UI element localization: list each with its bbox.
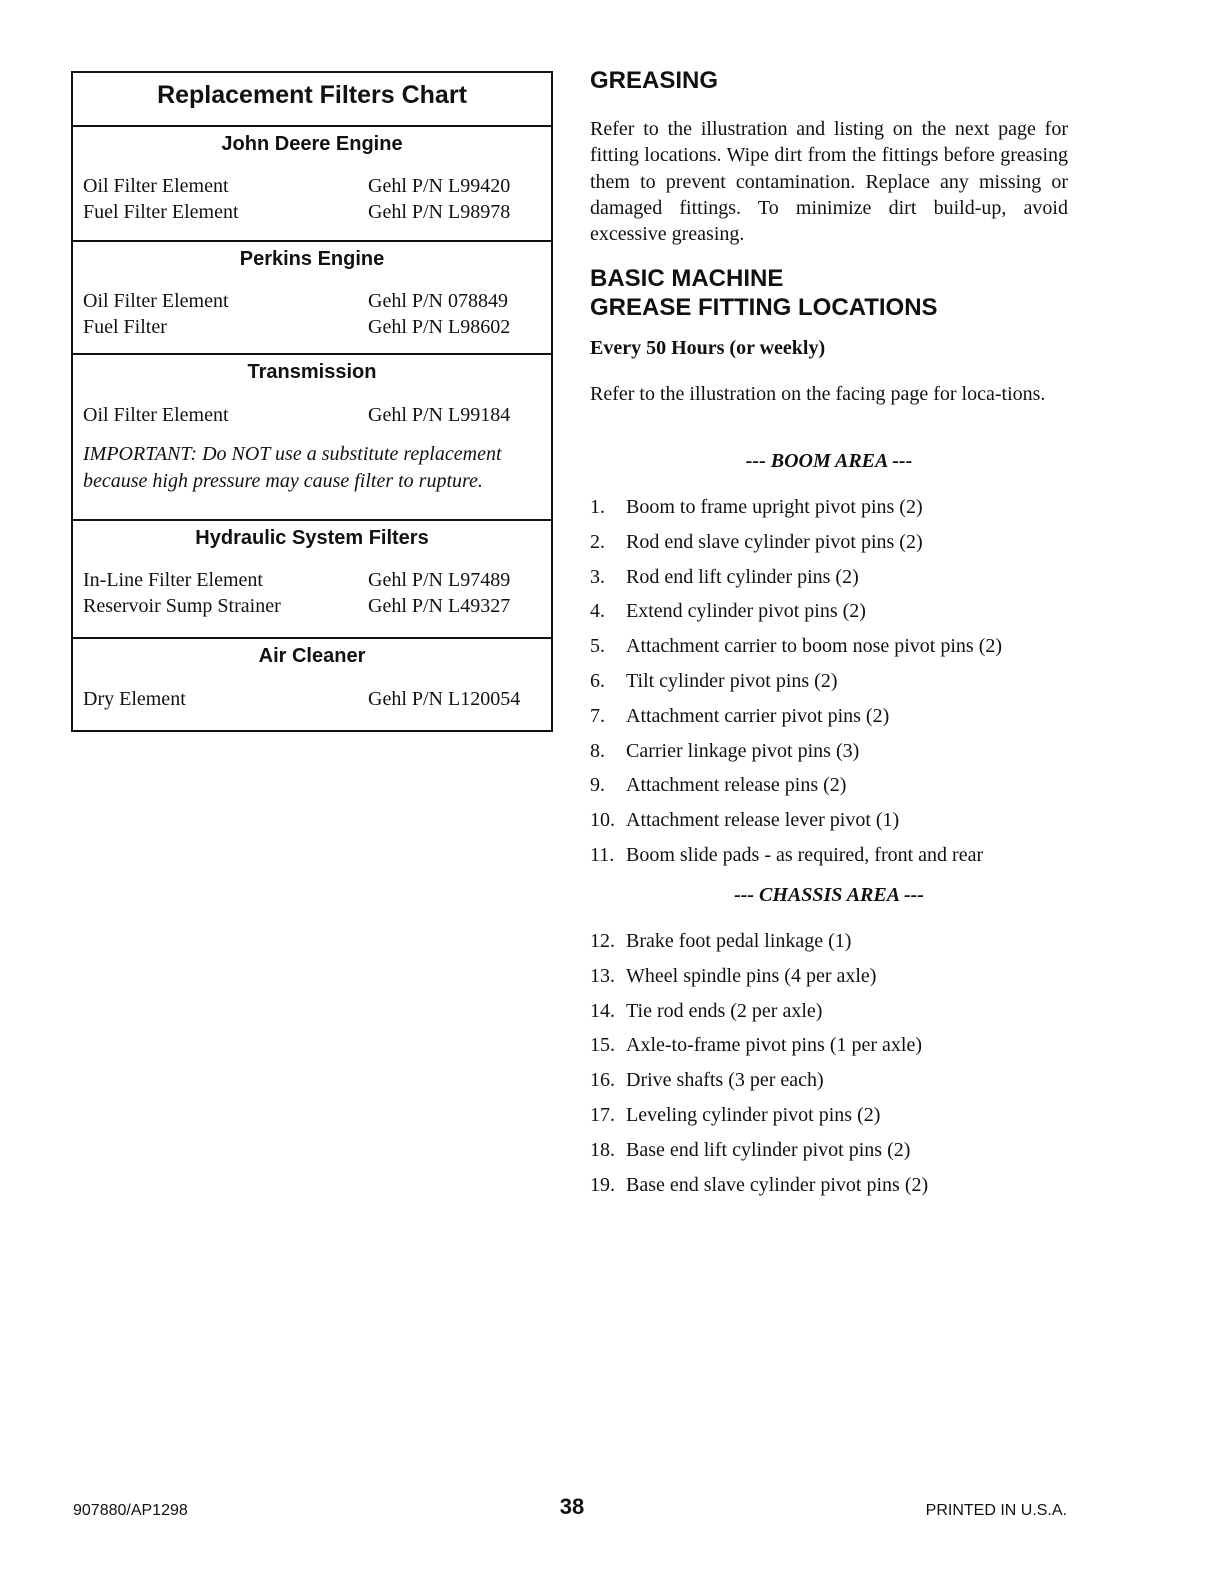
item-text: Axle-to-frame pivot pins (1 per axle) — [626, 1034, 923, 1057]
list-item — [590, 738, 1002, 773]
chassis-area-heading: --- CHASSIS AREA --- — [734, 884, 924, 906]
page-number: 38 — [559, 1494, 585, 1519]
part-number: Gehl P/N L49327 — [368, 595, 511, 617]
item-text: Carrier linkage pivot pins (3) — [626, 739, 860, 762]
section-heading: Transmission — [247, 361, 377, 383]
hydraulic-section — [73, 521, 551, 639]
filter-item: Fuel Filter Element — [83, 201, 239, 223]
item-number: 10. — [590, 809, 615, 832]
list-item — [590, 1172, 928, 1207]
filter-row — [83, 402, 551, 428]
filter-row — [83, 199, 551, 225]
filter-item: In-Line Filter Element — [83, 569, 263, 591]
item-number: 15. — [590, 1034, 615, 1057]
john-deere-section — [73, 127, 551, 242]
list-item — [590, 494, 1002, 529]
list-item — [590, 963, 928, 998]
chassis-area-list — [590, 928, 928, 1206]
item-text: Boom to frame upright pivot pins (2) — [626, 496, 923, 518]
item-text: Attachment carrier to boom nose pivot pins (2) — [626, 635, 1003, 658]
list-item — [590, 1102, 928, 1137]
item-text: Leveling cylinder pivot pins (2) — [626, 1103, 881, 1126]
item-number: 1. — [590, 496, 605, 518]
filter-row — [83, 314, 551, 340]
greasing-intro: Refer to the illustration and listing on the next page for fitting locations. Wipe dirt from the fittings before greasing them to prevent contamination. Replace any missing or damaged fittings. To minimize dirt build-up, avoid excessive greasing. — [590, 118, 1068, 246]
list-item — [590, 598, 1002, 633]
list-item — [590, 1067, 928, 1102]
part-number: Gehl P/N L97489 — [368, 569, 511, 591]
item-number: 19. — [590, 1173, 615, 1196]
item-number: 13. — [590, 964, 615, 987]
filter-row — [83, 593, 551, 619]
filter-row — [83, 686, 551, 712]
list-item — [590, 998, 928, 1033]
filter-item: Oil Filter Element — [83, 404, 229, 426]
filter-row — [83, 288, 551, 314]
item-text: Boom slide pads - as required, front and rear — [626, 843, 984, 866]
item-number: 6. — [590, 669, 605, 692]
filter-row — [83, 173, 551, 199]
list-item — [590, 529, 1002, 564]
item-text: Attachment release lever pivot (1) — [626, 809, 900, 832]
replacement-filters-chart — [71, 71, 553, 732]
item-text: Attachment carrier pivot pins (2) — [626, 704, 890, 727]
item-text: Tilt cylinder pivot pins (2) — [626, 669, 838, 692]
item-number: 8. — [590, 739, 605, 762]
item-number: 3. — [590, 565, 605, 588]
list-item — [590, 1137, 928, 1172]
part-number: Gehl P/N L120054 — [368, 688, 521, 710]
printed-in: PRINTED IN U.S.A. — [925, 1502, 1067, 1519]
item-number: 7. — [590, 704, 605, 727]
item-text: Drive shafts (3 per each) — [626, 1069, 824, 1092]
filter-item: Oil Filter Element — [83, 290, 229, 312]
list-item — [590, 703, 1002, 738]
list-item — [590, 842, 1002, 877]
part-number: Gehl P/N L99184 — [368, 404, 511, 426]
part-number: Gehl P/N 078849 — [368, 290, 508, 312]
boom-area-list — [590, 494, 1002, 877]
item-text: Extend cylinder pivot pins (2) — [626, 600, 866, 623]
part-number: Gehl P/N L99420 — [368, 175, 511, 197]
interval-text: Refer to the illustration on the facing page for loca-tions. — [590, 383, 1046, 405]
filter-row — [83, 567, 551, 593]
item-number: 4. — [590, 600, 605, 623]
transmission-section — [73, 355, 551, 521]
list-item — [590, 564, 1002, 599]
item-number: 12. — [590, 930, 615, 952]
filter-item: Fuel Filter — [83, 316, 167, 338]
list-item — [590, 772, 1002, 807]
greasing-title: GREASING — [590, 67, 719, 94]
filter-item: Oil Filter Element — [83, 175, 229, 197]
item-text: Rod end slave cylinder pivot pins (2) — [626, 530, 923, 553]
item-text: Rod end lift cylinder pins (2) — [626, 565, 859, 588]
item-number: 18. — [590, 1138, 615, 1161]
item-number: 9. — [590, 774, 605, 797]
filter-item: Reservoir Sump Strainer — [83, 595, 281, 617]
perkins-section — [73, 242, 551, 355]
section-heading: Perkins Engine — [239, 248, 385, 270]
part-number: Gehl P/N L98978 — [368, 201, 511, 223]
section-title-line2: GREASE FITTING LOCATIONS — [590, 294, 938, 321]
item-number: 17. — [590, 1103, 615, 1126]
section-heading: Hydraulic System Filters — [195, 527, 429, 549]
interval-heading: Every 50 Hours (or weekly) — [590, 337, 826, 359]
section-title-line1: BASIC MACHINE — [590, 265, 784, 292]
list-item — [590, 1032, 928, 1067]
important-note: IMPORTANT: Do NOT use a substitute replacement because high pressure may cause filter to rupture. — [83, 443, 502, 492]
list-item — [590, 633, 1002, 668]
air-cleaner-section — [73, 639, 551, 730]
item-text: Base end lift cylinder pivot pins (2) — [626, 1138, 911, 1161]
item-number: 16. — [590, 1069, 615, 1092]
list-item — [590, 807, 1002, 842]
section-heading: John Deere Engine — [221, 133, 403, 155]
item-number: 5. — [590, 635, 605, 658]
item-text: Base end slave cylinder pivot pins (2) — [626, 1173, 929, 1196]
section-heading: Air Cleaner — [258, 645, 366, 667]
boom-area-heading: --- BOOM AREA --- — [745, 450, 913, 472]
item-number: 14. — [590, 999, 615, 1022]
chart-title: Replacement Filters Chart — [73, 73, 551, 127]
filter-item: Dry Element — [83, 688, 186, 710]
item-text: Wheel spindle pins (4 per axle) — [626, 964, 877, 987]
item-text: Tie rod ends (2 per axle) — [626, 999, 823, 1022]
item-number: 2. — [590, 530, 605, 553]
part-number: Gehl P/N L98602 — [368, 316, 511, 338]
document-number: 907880/AP1298 — [73, 1502, 188, 1519]
item-text: Brake foot pedal linkage (1) — [626, 930, 852, 952]
list-item — [590, 668, 1002, 703]
list-item — [590, 928, 928, 963]
item-number: 11. — [590, 843, 615, 866]
item-text: Attachment release pins (2) — [626, 774, 847, 797]
